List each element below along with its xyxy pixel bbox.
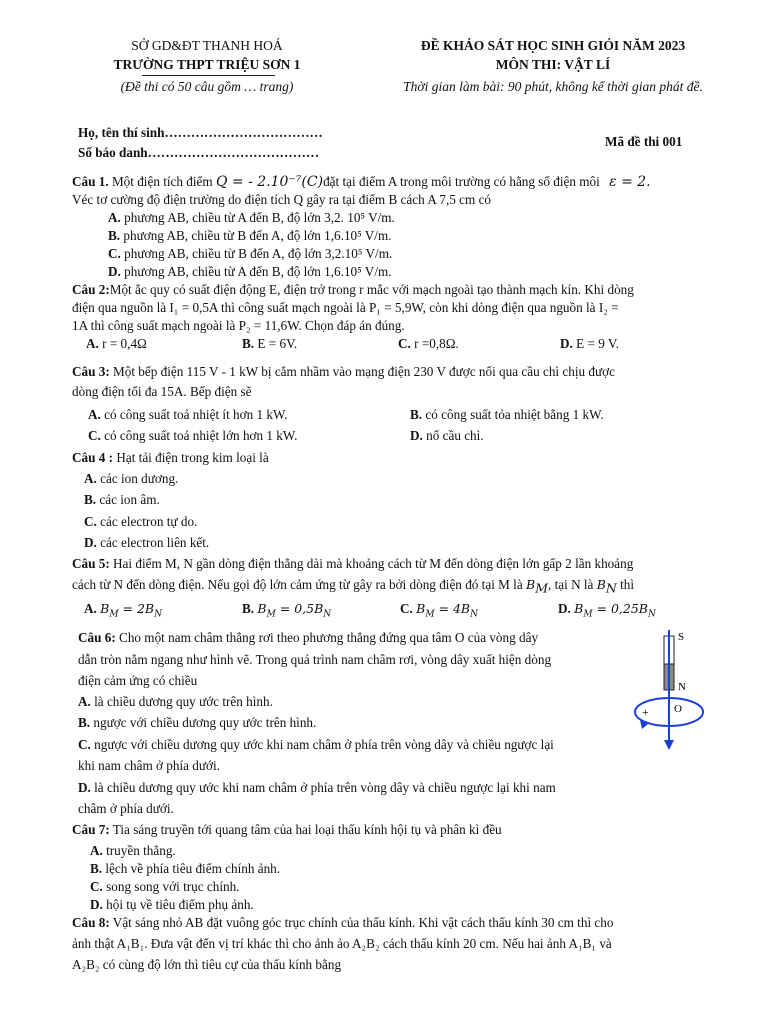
option-d[interactable]: D. phương AB, chiều từ A đến B, độ lớn 1,6.10⁵ V/m. (108, 264, 392, 279)
question-label: Câu 2: (72, 282, 110, 297)
option-d[interactable]: D. $B_M = 0,25B_N$ (558, 601, 656, 620)
question-label: Câu 8: (72, 915, 110, 930)
option-c-continued: khi nam châm ở phía dưới. (78, 758, 220, 773)
formula-c: $B_M = 4B_N$ (416, 601, 478, 620)
magnet-ring-figure (628, 624, 712, 752)
question-7: Câu 7: Tia sáng truyền tới quang tâm của hai loại thấu kính hội tụ và phân kì đều (72, 822, 502, 837)
option-b[interactable]: B. các ion âm. (84, 492, 160, 507)
student-id-field: Số báo danh………………………………… (78, 145, 320, 160)
question-5: Câu 5: Hai điểm M, N gần dòng điện thẳng dài mà khoảng cách từ M đến dòng điện lớn gấp 2 lần khoảng (72, 556, 634, 571)
question-6-line-2: dẫn tròn nằm ngang như hình vẽ. Trong quá trình nam châm rơi, vòng dây xuất hiện dòng (78, 652, 552, 667)
option-d-continued: châm ở phía dưới. (78, 801, 174, 816)
option-b[interactable]: B. phương AB, chiều từ B đến A, độ lớn 1,6.10⁵ V/m. (108, 228, 392, 243)
question-8-line-2: ảnh thật A₁B₁. Đưa vật đến vị trí khác thì cho ảnh ảo A₂B₂ cách thấu kính 20 cm. Nếu hai ảnh A₁B₁ và (72, 936, 612, 951)
time-note: Thời gian làm bài: 90 phút, không kể thời gian phát đề. (403, 79, 703, 94)
option-a[interactable]: A. có công suất toả nhiệt ít hơn 1 kW. (88, 407, 288, 422)
option-b[interactable]: B. lệch về phía tiêu điểm chính ảnh. (90, 861, 281, 876)
option-c[interactable]: C. r =0,8Ω. (398, 336, 459, 351)
option-c[interactable]: C. các electron tự do. (84, 514, 198, 529)
formula-b: $B_M = 0,5B_N$ (257, 601, 332, 620)
option-a[interactable]: A. truyền thẳng. (90, 843, 176, 858)
exam-code: Mã đề thi 001 (605, 134, 683, 149)
label-s: S (678, 631, 685, 643)
subject-title: MÔN THI: VẬT LÍ (495, 57, 611, 72)
exam-title: ĐỀ KHẢO SÁT HỌC SINH GIỎI NĂM 2023 (420, 38, 686, 53)
question-6-line-3: điện cảm ứng có chiều (78, 673, 198, 688)
question-3: Câu 3: Một bếp điện 115 V - 1 kW bị cắm nhầm vào mạng điện 230 V được nối qua cầu chì chịu được (72, 364, 615, 379)
question-4: Câu 4 : Hạt tải điện trong kim loại là (72, 450, 269, 465)
page-count-note: (Đề thi có 50 câu gồm … trang) (120, 79, 294, 94)
option-a[interactable]: A. phương AB, chiều từ A đến B, độ lớn 3,2. 10⁵ V/m. (108, 210, 395, 225)
question-2-line-2: điện qua nguồn là I₁ = 0,5A thì công suất mạch ngoài là P₁ = 5,9W, còn khi dòng điện qua nguồn là I₂ = (72, 300, 619, 315)
label-o: O (674, 703, 682, 715)
question-1-line-2: Véc tơ cường độ điện trường do điện tích Q gây ra tại điểm B cách A 7,5 cm có (72, 192, 492, 207)
epsilon-formula: ε = 2. (609, 174, 651, 190)
option-d[interactable]: D. là chiều dương quy ước khi nam châm ở phía trên vòng dây và chiều ngược lại khi nam (78, 780, 556, 795)
option-c[interactable]: C. song song với trục chính. (90, 879, 240, 894)
option-a[interactable]: A. các ion dương. (84, 471, 179, 486)
option-c[interactable]: C. $B_M = 4B_N$ (400, 601, 478, 620)
option-b[interactable]: B. $B_M = 0,5B_N$ (242, 601, 332, 620)
question-5-line-2: cách từ N đến dòng điện. Nếu gọi độ lớn cảm ứng từ gây ra bởi dòng điện đó tại M là $B_M$, tại N là $B_N$ thì (72, 577, 635, 596)
department-name: SỞ GD&ĐT THANH HOÁ (131, 38, 283, 53)
question-label: Câu 4 : (72, 450, 114, 465)
question-6: Câu 6: Cho một nam châm thẳng rơi theo phương thẳng đứng qua tâm O của vòng dây (78, 630, 539, 645)
question-label: Câu 1. (72, 174, 109, 189)
school-name: TRƯỜNG THPT TRIỆU SƠN 1 (113, 57, 301, 72)
option-b[interactable]: B. E = 6V. (242, 336, 298, 351)
option-a[interactable]: A. r = 0,4Ω (86, 336, 147, 351)
question-8-line-3: A₂B₂ có cùng độ lớn thì tiêu cự của thấu kính bằng (72, 957, 342, 972)
question-1: Câu 1. Một điện tích điểm Q = - 2.10⁻⁷(C)đặt tại điểm A trong môi trường có hằng số điện môi ε = 2. (72, 174, 651, 190)
formula-a: $B_M = 2B_N$ (100, 601, 162, 620)
option-d[interactable]: D. nổ cầu chì. (410, 428, 484, 443)
student-name-field: Họ, tên thí sinh……………………………… (78, 125, 323, 140)
charge-formula: Q = - 2.10⁻⁷(C) (215, 174, 324, 190)
option-b[interactable]: B. có công suất tỏa nhiệt bằng 1 kW. (410, 407, 604, 422)
option-a[interactable]: A. $B_M = 2B_N$ (84, 601, 162, 620)
question-3-line-2: dòng điện tối đa 15A. Bếp điện sẽ (72, 384, 252, 399)
fall-arrow-head (664, 740, 674, 750)
option-d[interactable]: D. hội tụ về tiêu điểm phụ ảnh. (90, 897, 254, 912)
label-n: N (678, 681, 686, 693)
question-label: Câu 7: (72, 822, 110, 837)
school-underline (142, 75, 275, 76)
label-plus: + (642, 705, 649, 719)
question-8: Câu 8: Vật sáng nhỏ AB đặt vuông góc trục chính của thấu kính. Khi vật cách thấu kính 30 cm thì cho (72, 915, 614, 930)
formula-d: $B_M = 0,25B_N$ (574, 601, 656, 620)
option-d[interactable]: D. các electron liên kết. (84, 535, 210, 550)
question-label: Câu 6: (78, 630, 116, 645)
option-b[interactable]: B. ngược với chiều dương quy ước trên hình. (78, 715, 317, 730)
question-2: Câu 2:Một ắc quy có suất điện động E, điện trở trong r mắc với mạch ngoài tạo thành mạch kín. Khi dòng (72, 282, 634, 297)
option-a[interactable]: A. là chiều dương quy ước trên hình. (78, 694, 273, 709)
option-d[interactable]: D. E = 9 V. (560, 336, 619, 351)
option-c[interactable]: C. có công suất toả nhiệt lớn hơn 1 kW. (88, 428, 298, 443)
question-label: Câu 5: (72, 556, 110, 571)
option-c[interactable]: C. ngược với chiều dương quy ước khi nam châm ở phía trên vòng dây và chiều ngược lại (78, 737, 554, 752)
option-c[interactable]: C. phương AB, chiều từ B đến A, độ lớn 3,2.10⁵ V/m. (108, 246, 393, 261)
question-label: Câu 3: (72, 364, 110, 379)
question-2-line-3: 1A thì công suất mạch ngoài là P₂ = 11,6W. Chọn đáp án đúng. (72, 318, 405, 333)
